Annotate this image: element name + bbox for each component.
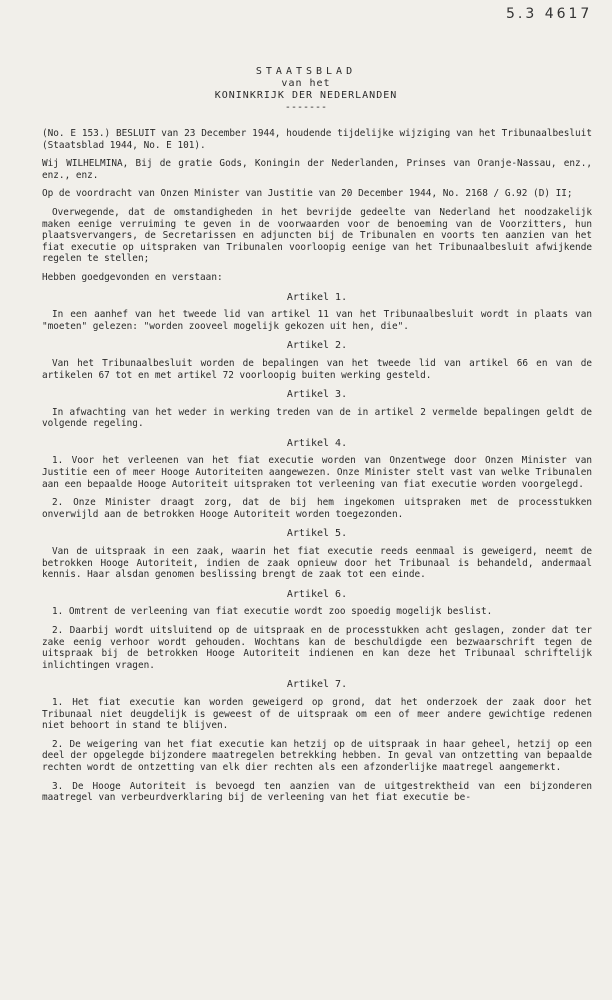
decree-title: (No. E 153.) BESLUIT van 23 December 1944, houdende tijdelijke wijziging van het Tribunaalbesluit (Staatsblad 1944, No. E 101). (42, 128, 592, 151)
article-1 (42, 292, 592, 333)
article-7 (42, 679, 592, 803)
article-title: Artikel 7. (286, 679, 348, 691)
article-paragraph: Van het Tribunaalbesluit worden de bepalingen van het tweede lid van artikel 66 en van de artikelen 67 tot en met artikel 72 voorloopig buiten werking gesteld. (42, 357, 592, 381)
article-paragraph: 1. Omtrent de verleening van fiat executie wordt zoo spoedig mogelijk beslist. (52, 606, 493, 618)
article-paragraph: In een aanhef van het tweede lid van artikel 11 van het Tribunaalbesluit wordt in plaats van "moeten" gelezen: "worden zooveel mogelijk gekozen uit hen, die". (42, 309, 592, 332)
hebben-paragraph: Hebben goedgevonden en verstaan: (42, 271, 223, 283)
article-paragraph: 3. De Hooge Autoriteit is bevoegd ten aanzien van de uitgestrektheid van een bijzonderen maatregel van verbeurdverklaring bij de verleening van het fiat executie be- (42, 780, 592, 804)
article-paragraph: 1. Voor het verleenen van het fiat executie worden van Onzentwege door Onzen Minister van Justitie een of meer Hooge Autoriteiten aangewezen. Onze Minister stelt vast van welke Tribunalen aan een bepaalde Hooge Autoriteit uitspraken tot verleening van fiat executie worden voorgelegd. (42, 455, 592, 490)
overwegende-paragraph: Overwegende, dat de omstandigheden in het bevrijde gedeelte van Nederland het noodzakelijk maken eenige verruiming te geven in de voorwaarden voor de benoeming van de Voorzitters, hun plaatsvervangers, de Secretarissen en adjuncten bij de Tribunalen en voorts ten aanzien van het fiat executie op uitspraken van Tribunalen voorloopig eenige van het Tribunaalbesluit afwijkende regelen te stellen; (42, 206, 592, 265)
article-title: Artikel 4. (286, 437, 348, 449)
article-paragraph: 2. Daarbij wordt uitsluitend op de uitspraak en de processtukken acht geslagen, zonder dat ter zake eenig verhoor wordt gehouden. Wochtans kan de beschuldigde een bezwaarschrift tegen de uitspraak bij de betrokken Hooge Autoriteit indienen en kan deze het Tribunaal schriftelijk inlichtingen vragen. (42, 625, 592, 671)
intro-paragraph: Wij WILHELMINA, Bij de gratie Gods, Koningin der Nederlanden, Prinses van Oranje-Nassau, enz., enz., enz. (42, 158, 592, 181)
header-koninkrijk: KONINKRIJK DER NEDERLANDEN (214, 90, 398, 101)
header-rule: ------- (284, 102, 328, 113)
article-4 (42, 438, 592, 521)
header-van-het: van het (281, 78, 331, 89)
article-title: Artikel 5. (286, 528, 348, 540)
article-title: Artikel 2. (286, 340, 348, 352)
article-paragraph: 1. Het fiat executie kan worden geweigerd op grond, dat het onderzoek der zaak door het Tribunaal niet deugdelijk is geweest of de uitspraak om een of meer andere gewichtige redenen niet behoort in stand te blijven. (42, 696, 592, 732)
article-paragraph: 2. De weigering van het fiat executie kan hetzij op de uitspraak in haar geheel, hetzij op een deel der opgelegde bijzondere maatregelen betrekking hebben. In geval van ontzetting van bepaalde rechten wordt de ontzetting van elk dier rechten als een afzonderlijke maatregel aangemerkt. (42, 738, 592, 773)
article-5 (42, 528, 592, 580)
article-2 (42, 340, 592, 381)
handwritten-reference: 5.3 4617 (506, 6, 593, 22)
document-header (0, 66, 612, 114)
document-body (42, 128, 592, 811)
article-title: Artikel 6. (286, 588, 348, 600)
article-title: Artikel 1. (286, 291, 348, 303)
article-paragraph: Van de uitspraak in een zaak, waarin het fiat executie reeds eenmaal is geweigerd, neemt de betrokken Hooge Autoriteit, indien de zaak opnieuw door het Tribunaal is behandeld, andermaal kennis. Haar alsdan genomen beslissing brengt de zaak tot een einde. (42, 546, 592, 581)
article-paragraph: 2. Onze Minister draagt zorg, dat de bij hem ingekomen uitspraken met de processtukken onverwijld aan de betrokken Hooge Autoriteit worden toegezonden. (42, 497, 592, 520)
article-6 (42, 589, 592, 672)
article-title: Artikel 3. (286, 389, 348, 401)
header-staatsblad: STAATSBLAD (255, 66, 357, 77)
article-paragraph: In afwachting van het weder in werking treden van de in artikel 2 vermelde bepalingen geldt de volgende regeling. (42, 406, 592, 430)
article-3 (42, 389, 592, 430)
voordracht-paragraph: Op de voordracht van Onzen Minister van Justitie van 20 December 1944, No. 2168 / G.92 (D) II; (42, 188, 573, 200)
